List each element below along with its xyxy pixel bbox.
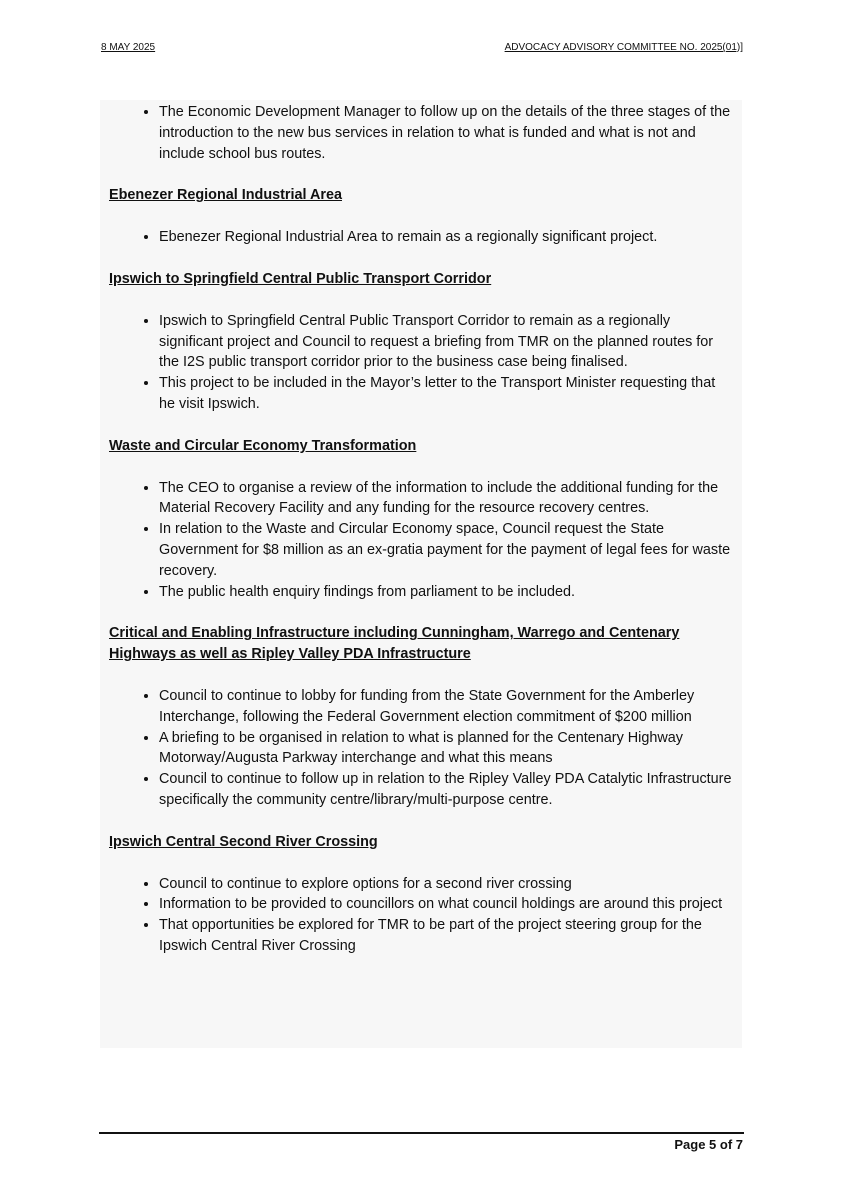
list-item: • Council to continue to explore options for a second river crossing bbox=[159, 874, 732, 895]
section-heading: Ipswich Central Second River Crossing bbox=[109, 833, 378, 850]
list-item: • The Economic Development Manager to follow up on the details of the three stages of the introduction to the new bus services in relation to what is funded and what is not and include school bus routes. bbox=[159, 102, 732, 164]
list-item: • That opportunities be explored for TMR to be part of the project steering group for the Ipswich Central River Crossing bbox=[159, 915, 732, 957]
list-item: • The CEO to organise a review of the information to include the additional funding for the Material Recovery Facility and any funding for the resource recovery centres. bbox=[159, 478, 732, 520]
section-ebenezer bbox=[109, 185, 732, 248]
list-item: • Council to continue to follow up in relation to the Ripley Valley PDA Catalytic Infrastructure specifically the community centre/library/multi-purpose centre. bbox=[159, 769, 732, 811]
section-waste bbox=[109, 436, 732, 603]
list-item: • Council to continue to lobby for funding from the State Government for the Amberley Interchange, following the Federal Government election commitment of $200 million bbox=[159, 686, 732, 728]
section-critical-infrastructure bbox=[109, 623, 732, 810]
bullet-list bbox=[109, 311, 732, 415]
list-item: • Information to be provided to councillors on what council holdings are around this project bbox=[159, 894, 732, 915]
footer-divider bbox=[99, 1132, 744, 1134]
list-item: • The public health enquiry findings from parliament to be included. bbox=[159, 582, 732, 603]
section-heading: Ebenezer Regional Industrial Area bbox=[109, 187, 342, 204]
bullet-list bbox=[109, 874, 732, 957]
section-bus-services bbox=[109, 102, 732, 164]
bullet-list bbox=[109, 686, 732, 811]
section-heading: Ipswich to Springfield Central Public Transport Corridor bbox=[109, 270, 492, 287]
list-item: • Ebenezer Regional Industrial Area to remain as a regionally significant project. bbox=[159, 227, 732, 248]
list-item: • Ipswich to Springfield Central Public Transport Corridor to remain as a regionally significant project and Council to request a briefing from TMR on the planned routes for the I2S public transport corridor prior to the business case being finalised. bbox=[159, 311, 732, 373]
bullet-list bbox=[109, 227, 732, 248]
header-date: 8 MAY 2025 bbox=[101, 42, 156, 53]
page-number: Page 5 of 7 bbox=[674, 1137, 743, 1152]
list-item: • This project to be included in the Mayor’s letter to the Transport Minister requesting that he visit Ipswich. bbox=[159, 373, 732, 415]
list-item: • In relation to the Waste and Circular Economy space, Council request the State Government for $8 million as an ex-gratia payment for the payment of legal fees for waste recovery. bbox=[159, 519, 732, 581]
header-committee: ADVOCACY ADVISORY COMMITTEE NO. 2025(01)] bbox=[504, 42, 743, 53]
bullet-list bbox=[109, 478, 732, 603]
minutes-content bbox=[100, 100, 742, 1048]
list-item: • A briefing to be organised in relation to what is planned for the Centenary Highway Motorway/Augusta Parkway interchange and what this means bbox=[159, 728, 732, 770]
section-i2s-corridor bbox=[109, 269, 732, 415]
section-heading: Critical and Enabling Infrastructure including Cunningham, Warrego and Centenary Highways as well as Ripley Valley PDA Infrastructure bbox=[109, 625, 680, 663]
bullet-list bbox=[109, 102, 732, 164]
section-river-crossing bbox=[109, 832, 732, 957]
section-heading: Waste and Circular Economy Transformation bbox=[109, 437, 417, 454]
